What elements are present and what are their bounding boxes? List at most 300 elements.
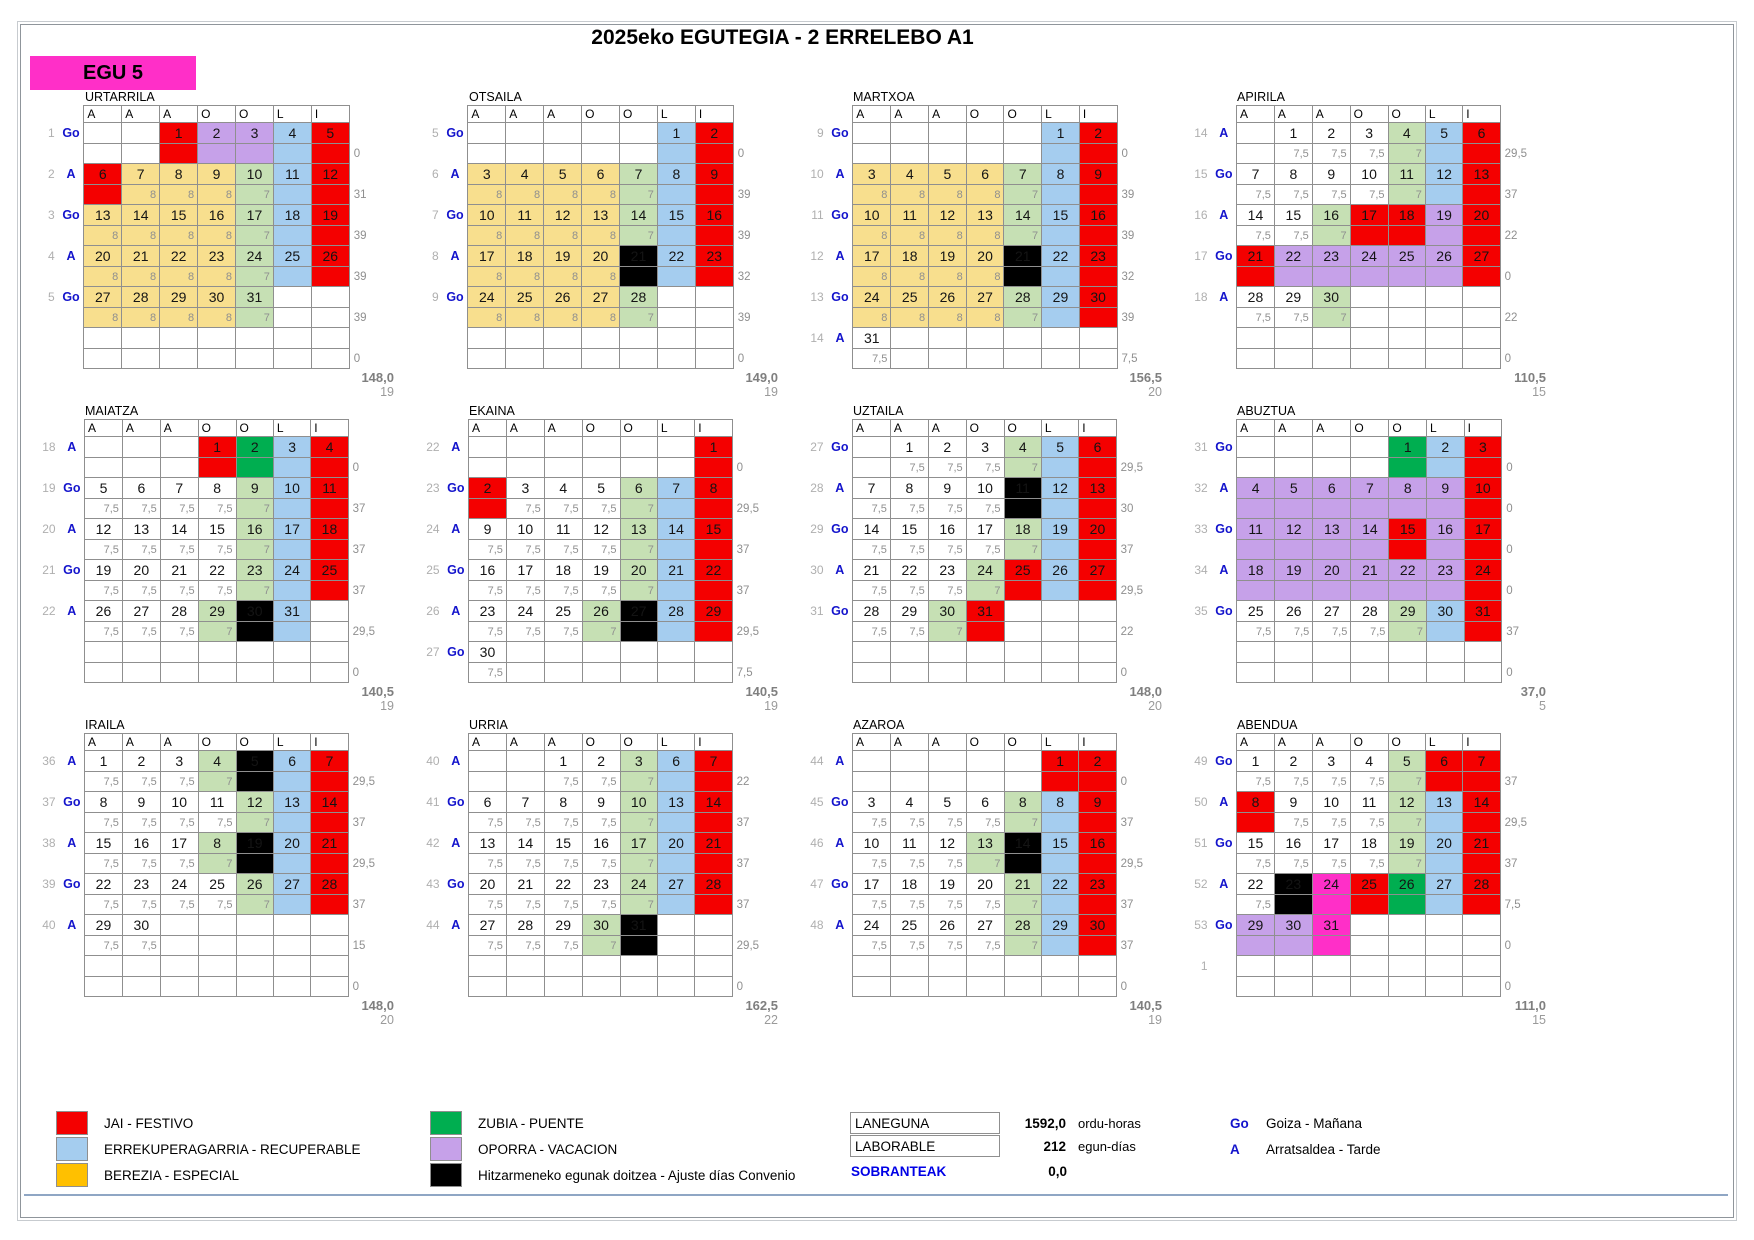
- hours-cell: 7,5: [966, 458, 1004, 478]
- day-header: A: [122, 420, 160, 437]
- gutter: [828, 581, 853, 601]
- hours-cell: [1425, 936, 1462, 956]
- hours-cell: 7,5: [160, 540, 198, 560]
- hours-cell: [1463, 936, 1500, 956]
- oporra-swatch: [430, 1137, 462, 1161]
- week-number: 22: [42, 604, 56, 618]
- week-total: 37: [1504, 775, 1518, 788]
- hours-cell: [85, 458, 123, 478]
- summary-group: [850, 1112, 1141, 1183]
- hours-cell: [1464, 499, 1502, 519]
- hours-cell: [311, 499, 348, 519]
- hours-cell: 7,5: [582, 499, 620, 519]
- day-header: O: [582, 106, 620, 123]
- day-cell: [1004, 642, 1041, 663]
- hours-cell: [311, 663, 348, 683]
- day-cell: 14: [695, 792, 732, 813]
- gutter: [59, 349, 84, 369]
- hours-cell: 7,5: [160, 622, 198, 642]
- hours-cell: [311, 622, 348, 642]
- gutter: [60, 458, 85, 478]
- week-number: 10: [810, 167, 824, 181]
- day-cell: 8: [1274, 164, 1312, 185]
- hours-cell: [695, 144, 733, 164]
- hours-cell: [1463, 854, 1500, 874]
- hours-cell: [122, 977, 160, 997]
- hours-cell: [506, 772, 544, 792]
- hours-cell: [582, 977, 620, 997]
- hours-cell: [1079, 622, 1116, 642]
- hours-cell: [853, 772, 891, 792]
- week-total: [1500, 833, 1544, 854]
- hours-cell: [620, 936, 657, 956]
- hours-cell: 8: [891, 267, 929, 287]
- hours-cell: [1042, 144, 1080, 164]
- hours-cell: 7,5: [85, 854, 123, 874]
- day-cell: [1425, 328, 1462, 349]
- hours-cell: [966, 663, 1004, 683]
- day-cell: 9: [1312, 164, 1350, 185]
- shift-label: Go: [1215, 918, 1233, 932]
- gutter: [1188, 106, 1212, 123]
- day-cell: [544, 437, 582, 458]
- week-number: 16: [1194, 208, 1208, 222]
- hours-cell: [853, 458, 891, 478]
- hours-cell: 8: [84, 308, 122, 328]
- day-cell: [1389, 642, 1427, 663]
- day-cell: 3: [966, 437, 1004, 458]
- day-cell: 12: [1041, 478, 1078, 499]
- week-total: 29,5: [1120, 584, 1144, 597]
- day-cell: 28: [122, 287, 160, 308]
- day-cell: 17: [1312, 833, 1350, 854]
- day-cell: [657, 437, 694, 458]
- hours-cell: [273, 349, 311, 369]
- week-total: [732, 437, 776, 458]
- week-total: [732, 915, 776, 936]
- month-total-days: 20: [380, 1013, 394, 1027]
- berezia-swatch: [56, 1163, 88, 1187]
- gutter: [36, 813, 60, 833]
- day-cell: [657, 915, 694, 936]
- gutter: [420, 663, 444, 683]
- hours-cell: [273, 622, 310, 642]
- day-cell: 13: [84, 205, 122, 226]
- hours-cell: 7,5: [1275, 622, 1313, 642]
- hours-cell: 7,5: [853, 854, 891, 874]
- hours-cell: 7: [236, 185, 274, 205]
- hours-cell: [657, 813, 694, 833]
- day-cell: 28: [1463, 874, 1500, 895]
- hours-cell: [1350, 349, 1388, 369]
- day-header: L: [273, 734, 310, 751]
- hours-cell: [1351, 540, 1389, 560]
- hours-cell: [1388, 308, 1425, 328]
- gutter: [36, 106, 59, 123]
- day-cell: 8: [160, 164, 198, 185]
- hours-cell: [1041, 458, 1078, 478]
- day-cell: 17: [273, 519, 310, 540]
- shift-label: Go: [831, 604, 849, 618]
- month-title: URRIA: [469, 718, 508, 732]
- day-cell: 4: [311, 437, 348, 458]
- hours-cell: 7: [1004, 226, 1042, 246]
- day-cell: 10: [1312, 792, 1350, 813]
- week-number: [420, 956, 444, 977]
- hours-cell: [657, 581, 694, 601]
- hours-cell: [311, 813, 348, 833]
- month-total-hours: 140,5: [1129, 998, 1162, 1013]
- week-number: 25: [426, 563, 440, 577]
- day-cell: [966, 123, 1004, 144]
- shift-label: Go: [1215, 522, 1233, 536]
- week-total: [349, 106, 392, 123]
- month-title: MAIATZA: [85, 404, 139, 418]
- hours-cell: 8: [891, 185, 929, 205]
- day-cell: [469, 751, 507, 772]
- hours-cell: [695, 226, 733, 246]
- month-abendua: [1188, 718, 1544, 1028]
- gutter: [444, 854, 469, 874]
- hours-cell: [273, 977, 310, 997]
- shift-label: A: [1219, 481, 1229, 495]
- hours-cell: [1041, 499, 1078, 519]
- hours-cell: 7,5: [160, 772, 198, 792]
- day-cell: 20: [1463, 205, 1500, 226]
- hours-cell: [1464, 622, 1502, 642]
- month-total-days: 19: [380, 385, 394, 399]
- hours-cell: [1464, 663, 1502, 683]
- week-total: 39: [353, 270, 367, 283]
- legend-item-jai: [56, 1112, 361, 1134]
- day-cell: [273, 956, 310, 977]
- day-cell: 8: [890, 478, 928, 499]
- hours-cell: 7,5: [544, 499, 582, 519]
- week-number: 40: [42, 918, 56, 932]
- shift-label: Go: [62, 126, 80, 140]
- day-cell: 9: [122, 792, 160, 813]
- hours-cell: [853, 144, 891, 164]
- hours-cell: 7: [1388, 144, 1425, 164]
- day-header: L: [1041, 734, 1078, 751]
- hours-cell: [695, 936, 732, 956]
- week-number: 23: [426, 481, 440, 495]
- gutter: [828, 772, 853, 792]
- hours-cell: [1042, 349, 1080, 369]
- gutter: [828, 420, 853, 437]
- hours-cell: 7,5: [1237, 308, 1275, 328]
- hours-cell: 8: [853, 267, 891, 287]
- day-cell: 9: [198, 164, 236, 185]
- day-cell: 3: [1350, 123, 1388, 144]
- day-cell: 29: [1389, 601, 1427, 622]
- gutter: [59, 185, 84, 205]
- month-urtarrila: [36, 90, 392, 400]
- hours-cell: 7: [1004, 936, 1041, 956]
- day-cell: 1: [1237, 751, 1275, 772]
- day-cell: 1: [198, 437, 236, 458]
- day-header: I: [311, 106, 349, 123]
- day-cell: 31: [853, 328, 891, 349]
- week-number: [1188, 642, 1212, 663]
- gutter: [444, 772, 469, 792]
- hours-cell: 7,5: [928, 895, 966, 915]
- hours-cell: [469, 499, 507, 519]
- day-cell: 15: [1237, 833, 1275, 854]
- hours-cell: [506, 349, 544, 369]
- shift-label: [443, 328, 468, 349]
- shift-label: A: [1219, 795, 1229, 809]
- week-total: 32: [737, 270, 751, 283]
- gutter: [443, 226, 468, 246]
- hours-cell: [85, 663, 123, 683]
- week-total: [732, 751, 776, 772]
- day-header: L: [1042, 106, 1080, 123]
- day-cell: 10: [853, 205, 891, 226]
- legend-label: Hitzarmeneko egunak doitzea - Ajuste días Convenio: [478, 1167, 796, 1183]
- week-number: 43: [426, 877, 440, 891]
- hours-cell: 8: [506, 185, 544, 205]
- week-number: 28: [810, 481, 824, 495]
- legend-group-2: [430, 1112, 795, 1190]
- gutter: [420, 458, 444, 478]
- hours-cell: [657, 499, 694, 519]
- day-cell: 24: [273, 560, 310, 581]
- hours-cell: [695, 663, 732, 683]
- day-cell: 29: [695, 601, 732, 622]
- hours-cell: [1275, 458, 1313, 478]
- gutter: [60, 734, 85, 751]
- hours-cell: 7,5: [122, 772, 160, 792]
- month-grid: [36, 105, 392, 369]
- gutter: [36, 977, 60, 997]
- hours-cell: [1312, 977, 1350, 997]
- week-number: 33: [1194, 522, 1208, 536]
- hours-cell: [198, 458, 236, 478]
- day-cell: 10: [1464, 478, 1502, 499]
- week-total: 29,5: [352, 775, 376, 788]
- hours-cell: [198, 663, 236, 683]
- hours-cell: 8: [966, 308, 1004, 328]
- month-footer: [36, 684, 398, 714]
- hours-cell: [1463, 813, 1500, 833]
- hours-cell: 7,5: [966, 936, 1004, 956]
- day-header: A: [928, 420, 966, 437]
- day-cell: [1350, 287, 1388, 308]
- hours-cell: 7: [236, 226, 274, 246]
- hours-cell: [1425, 267, 1462, 287]
- day-cell: 26: [928, 915, 966, 936]
- shift-label: [60, 642, 85, 663]
- day-cell: 6: [1079, 437, 1116, 458]
- hours-cell: [198, 977, 236, 997]
- hours-cell: 7,5: [160, 813, 198, 833]
- day-cell: 12: [928, 833, 966, 854]
- hours-cell: [160, 663, 198, 683]
- day-cell: 14: [657, 519, 694, 540]
- week-total: 32: [1121, 270, 1135, 283]
- day-cell: 8: [1389, 478, 1427, 499]
- gutter: [420, 622, 444, 642]
- day-header: L: [273, 420, 310, 437]
- hours-cell: [1079, 936, 1116, 956]
- week-total: [348, 792, 392, 813]
- hours-cell: [891, 144, 929, 164]
- day-cell: 23: [1079, 246, 1117, 267]
- hours-cell: 8: [506, 308, 544, 328]
- week-total: 7,5: [736, 666, 753, 679]
- day-cell: 28: [695, 874, 732, 895]
- day-cell: 12: [544, 205, 582, 226]
- gutter: [828, 540, 853, 560]
- week-total: 0: [736, 461, 744, 474]
- gutter: [1212, 734, 1237, 751]
- day-cell: [160, 328, 198, 349]
- day-cell: [582, 123, 620, 144]
- hours-cell: [273, 581, 310, 601]
- hours-cell: [1351, 458, 1389, 478]
- week-total: 39: [353, 311, 367, 324]
- gutter: [36, 936, 60, 956]
- week-total: 37: [1504, 188, 1518, 201]
- week-number: 40: [426, 754, 440, 768]
- week-total: 39: [1121, 188, 1135, 201]
- hours-cell: 7,5: [469, 936, 507, 956]
- gutter: [1188, 226, 1212, 246]
- shift-label: Go: [1215, 167, 1233, 181]
- day-cell: [890, 642, 928, 663]
- gutter: [59, 267, 84, 287]
- shift-label: Go: [63, 481, 81, 495]
- day-cell: [236, 328, 274, 349]
- week-total: [1116, 751, 1160, 772]
- laborable-value: 212: [1043, 1138, 1066, 1154]
- ajuste-swatch: [430, 1163, 462, 1187]
- gutter: [828, 895, 853, 915]
- week-total: [348, 601, 392, 622]
- day-cell: 19: [1388, 833, 1425, 854]
- week-total: 22: [1120, 625, 1134, 638]
- day-cell: 23: [122, 874, 160, 895]
- day-cell: 7: [311, 751, 348, 772]
- hours-cell: 7,5: [966, 540, 1004, 560]
- gutter: [36, 308, 59, 328]
- hours-cell: 7: [620, 499, 657, 519]
- day-cell: [198, 915, 236, 936]
- day-cell: 20: [122, 560, 160, 581]
- hours-cell: 7,5: [85, 813, 123, 833]
- hours-cell: 7,5: [122, 936, 160, 956]
- month-total-hours: 140,5: [745, 684, 778, 699]
- hours-cell: 7,5: [890, 458, 928, 478]
- day-cell: 2: [1079, 751, 1116, 772]
- week-total: 29,5: [736, 502, 760, 515]
- week-total: 30: [1120, 502, 1134, 515]
- day-cell: 11: [198, 792, 236, 813]
- week-total: [1502, 601, 1544, 622]
- day-cell: [695, 956, 732, 977]
- hours-cell: 7,5: [122, 854, 160, 874]
- day-cell: 7: [1004, 164, 1042, 185]
- day-cell: 13: [657, 792, 694, 813]
- day-cell: 4: [506, 164, 544, 185]
- shift-label: [59, 328, 84, 349]
- gutter: [1212, 936, 1237, 956]
- hours-cell: 7: [1004, 813, 1041, 833]
- hours-cell: 7: [1004, 185, 1042, 205]
- week-total: 39: [737, 311, 751, 324]
- week-total: [349, 123, 392, 144]
- day-cell: 19: [1425, 205, 1462, 226]
- hours-cell: 8: [160, 226, 198, 246]
- hours-cell: 7,5: [853, 895, 891, 915]
- day-cell: 28: [1237, 287, 1275, 308]
- week-total: 37: [1120, 939, 1134, 952]
- day-header: A: [468, 106, 506, 123]
- day-cell: 23: [469, 601, 507, 622]
- week-total: [1500, 106, 1544, 123]
- day-cell: 2: [1312, 123, 1350, 144]
- day-cell: [1079, 601, 1116, 622]
- day-cell: 21: [657, 560, 694, 581]
- week-total: 37: [1120, 898, 1134, 911]
- day-cell: [966, 642, 1004, 663]
- gutter: [828, 267, 853, 287]
- day-cell: 16: [582, 833, 620, 854]
- hours-cell: 8: [544, 185, 582, 205]
- gutter: [804, 581, 828, 601]
- day-cell: [1388, 328, 1425, 349]
- day-header: O: [1350, 106, 1388, 123]
- week-number: 31: [1194, 440, 1208, 454]
- week-number: [36, 642, 60, 663]
- hours-cell: [1425, 226, 1462, 246]
- hours-cell: [469, 458, 507, 478]
- gutter: [1212, 622, 1237, 642]
- hours-cell: [1004, 977, 1041, 997]
- month-grid: [420, 419, 776, 683]
- hours-cell: [1427, 581, 1465, 601]
- day-cell: 19: [928, 874, 966, 895]
- hours-cell: [1041, 581, 1078, 601]
- day-cell: [311, 956, 348, 977]
- day-header: A: [469, 420, 507, 437]
- day-cell: 6: [657, 751, 694, 772]
- hours-cell: [657, 185, 695, 205]
- hours-cell: [469, 977, 507, 997]
- week-total: 29,5: [736, 625, 760, 638]
- day-header: I: [1079, 106, 1117, 123]
- month-grid: [36, 419, 392, 683]
- week-total: 0: [737, 147, 745, 160]
- hours-cell: [1041, 854, 1078, 874]
- hours-cell: 7: [198, 622, 236, 642]
- gutter: [444, 420, 469, 437]
- hours-cell: [1389, 540, 1427, 560]
- week-number: 21: [42, 563, 56, 577]
- hours-cell: [273, 308, 311, 328]
- hours-cell: 7,5: [198, 540, 236, 560]
- day-cell: 4: [198, 751, 236, 772]
- month-title: APIRILA: [1237, 90, 1285, 104]
- day-cell: 8: [1041, 792, 1078, 813]
- day-cell: 8: [198, 833, 236, 854]
- hours-cell: [695, 622, 732, 642]
- week-total: [348, 519, 392, 540]
- day-cell: 17: [1464, 519, 1502, 540]
- shift-label: [1212, 956, 1237, 977]
- day-cell: 22: [1274, 246, 1312, 267]
